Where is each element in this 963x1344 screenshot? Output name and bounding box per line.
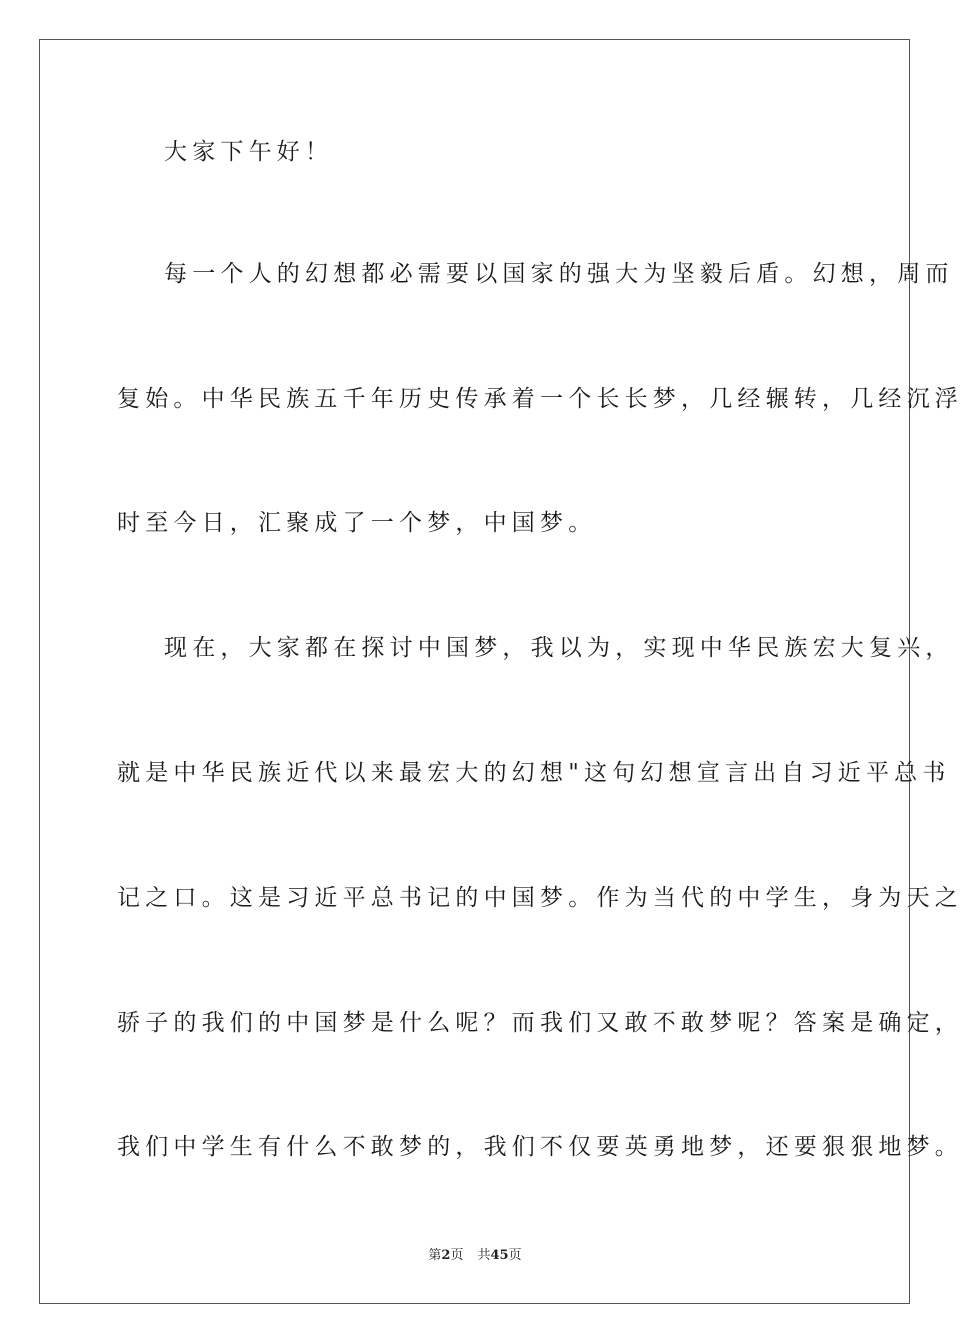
paragraph-2-line-3: 记之口。这是习近平总书记的中国梦。作为当代的中学生，身为天之 xyxy=(117,885,963,911)
paragraph-2-line-1: 现在，大家都在探讨中国梦，我以为，实现中华民族宏大复兴， xyxy=(164,635,954,661)
total-prefix: 共 xyxy=(477,1248,491,1263)
paragraph-2-line-5: 我们中学生有什么不敢梦的，我们不仅要英勇地梦，还要狠狠地梦。 xyxy=(117,1134,963,1160)
page-number: 2 xyxy=(441,1248,451,1263)
paragraph-2-line-4: 骄子的我们的中国梦是什么呢？而我们又敢不敢梦呢？答案是确定， xyxy=(117,1010,963,1036)
paragraph-2-line-2: 就是中华民族近代以来最宏大的幻想"这句幻想宣言出自习近平总书 xyxy=(117,760,951,786)
total-pages: 45 xyxy=(490,1248,509,1263)
paragraph-1-line-3: 时至今日，汇聚成了一个梦，中国梦。 xyxy=(117,510,597,536)
paragraph-1-line-1: 每一个人的幻想都必需要以国家的强大为坚毅后盾。幻想，周而 xyxy=(164,261,954,287)
total-suffix: 页 xyxy=(508,1248,522,1263)
page-border xyxy=(39,39,963,1304)
page-footer xyxy=(0,1247,950,1265)
greeting-line: 大家下午好！ xyxy=(164,139,334,165)
page-suffix: 页 xyxy=(450,1248,464,1263)
paragraph-1-line-2: 复始。中华民族五千年历史传承着一个长长梦，几经辗转，几经沉浮 xyxy=(117,386,963,412)
page-prefix: 第 xyxy=(428,1248,442,1263)
